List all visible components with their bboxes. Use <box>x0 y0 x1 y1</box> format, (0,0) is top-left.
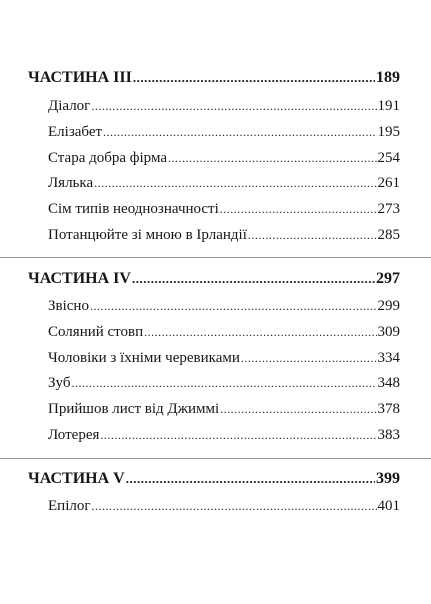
chapter-page-number: 273 <box>377 201 400 217</box>
toc-chapter <box>48 150 400 172</box>
chapter-title: Сім типів неоднозначності <box>48 201 219 217</box>
dot-leader <box>100 428 376 443</box>
chapter-page-number: 261 <box>377 175 400 191</box>
chapter-title: Лотерея <box>48 427 100 443</box>
dot-leader <box>133 70 375 86</box>
chapter-title: Чоловіки з їхніми черевиками <box>48 350 240 366</box>
chapter-page-number: 309 <box>377 324 400 340</box>
chapter-title: Діалог <box>48 98 91 114</box>
chapter-page-number: 383 <box>377 427 400 443</box>
part-title: ЧАСТИНА V <box>28 470 125 487</box>
chapter-page-number: 378 <box>377 401 400 417</box>
part-page-number: 297 <box>376 270 400 287</box>
chapter-page-number: 254 <box>377 150 400 166</box>
toc-chapter <box>48 324 400 346</box>
toc-chapter <box>48 498 400 520</box>
chapter-page-number: 348 <box>377 375 400 391</box>
dot-leader <box>220 202 377 217</box>
dot-leader <box>248 228 377 243</box>
dot-leader <box>92 499 377 514</box>
chapter-page-number: 285 <box>377 227 400 243</box>
chapter-title: Соляний стовп <box>48 324 144 340</box>
chapter-title: Стара добра фірма <box>48 150 167 166</box>
chapter-page-number: 191 <box>377 98 400 114</box>
toc-chapter <box>48 227 400 249</box>
toc-chapter <box>48 98 400 120</box>
dot-leader <box>91 99 376 114</box>
dot-leader <box>103 125 376 140</box>
part-title: ЧАСТИНА III <box>28 69 132 86</box>
toc-part-4 <box>28 270 400 292</box>
dot-leader <box>90 299 377 314</box>
dot-leader <box>220 402 376 417</box>
toc-chapter <box>48 298 400 320</box>
dot-leader <box>71 376 376 391</box>
chapter-title: Звісно <box>48 298 89 314</box>
chapter-title: Потанцюйте зі мною в Ірландії <box>48 227 247 243</box>
dot-leader <box>132 271 375 287</box>
chapter-title: Лялька <box>48 175 94 191</box>
chapter-page-number: 334 <box>377 350 400 366</box>
dot-leader <box>94 176 376 191</box>
toc-chapter <box>48 375 400 397</box>
dot-leader <box>144 325 376 340</box>
toc-chapter <box>48 201 400 223</box>
toc-chapter <box>48 350 400 372</box>
part-page-number: 189 <box>376 69 400 86</box>
dot-leader <box>168 151 377 166</box>
chapter-title: Зуб <box>48 375 71 391</box>
dot-leader <box>241 351 377 366</box>
chapter-page-number: 299 <box>377 298 400 314</box>
section-divider <box>0 458 431 459</box>
chapter-title: Епілог <box>48 498 91 514</box>
toc-part-5 <box>28 470 400 492</box>
toc-chapter <box>48 427 400 449</box>
section-divider <box>0 257 431 258</box>
chapter-page-number: 195 <box>377 124 400 140</box>
chapter-title: Прийшов лист від Джиммі <box>48 401 220 417</box>
part-page-number: 399 <box>376 470 400 487</box>
part-title: ЧАСТИНА IV <box>28 270 131 287</box>
toc-part-3 <box>28 69 400 91</box>
chapter-page-number: 401 <box>377 498 400 514</box>
chapter-title: Елізабет <box>48 124 103 140</box>
dot-leader <box>126 471 375 487</box>
toc-chapter <box>48 401 400 423</box>
toc-chapter <box>48 175 400 197</box>
toc-chapter <box>48 124 400 146</box>
